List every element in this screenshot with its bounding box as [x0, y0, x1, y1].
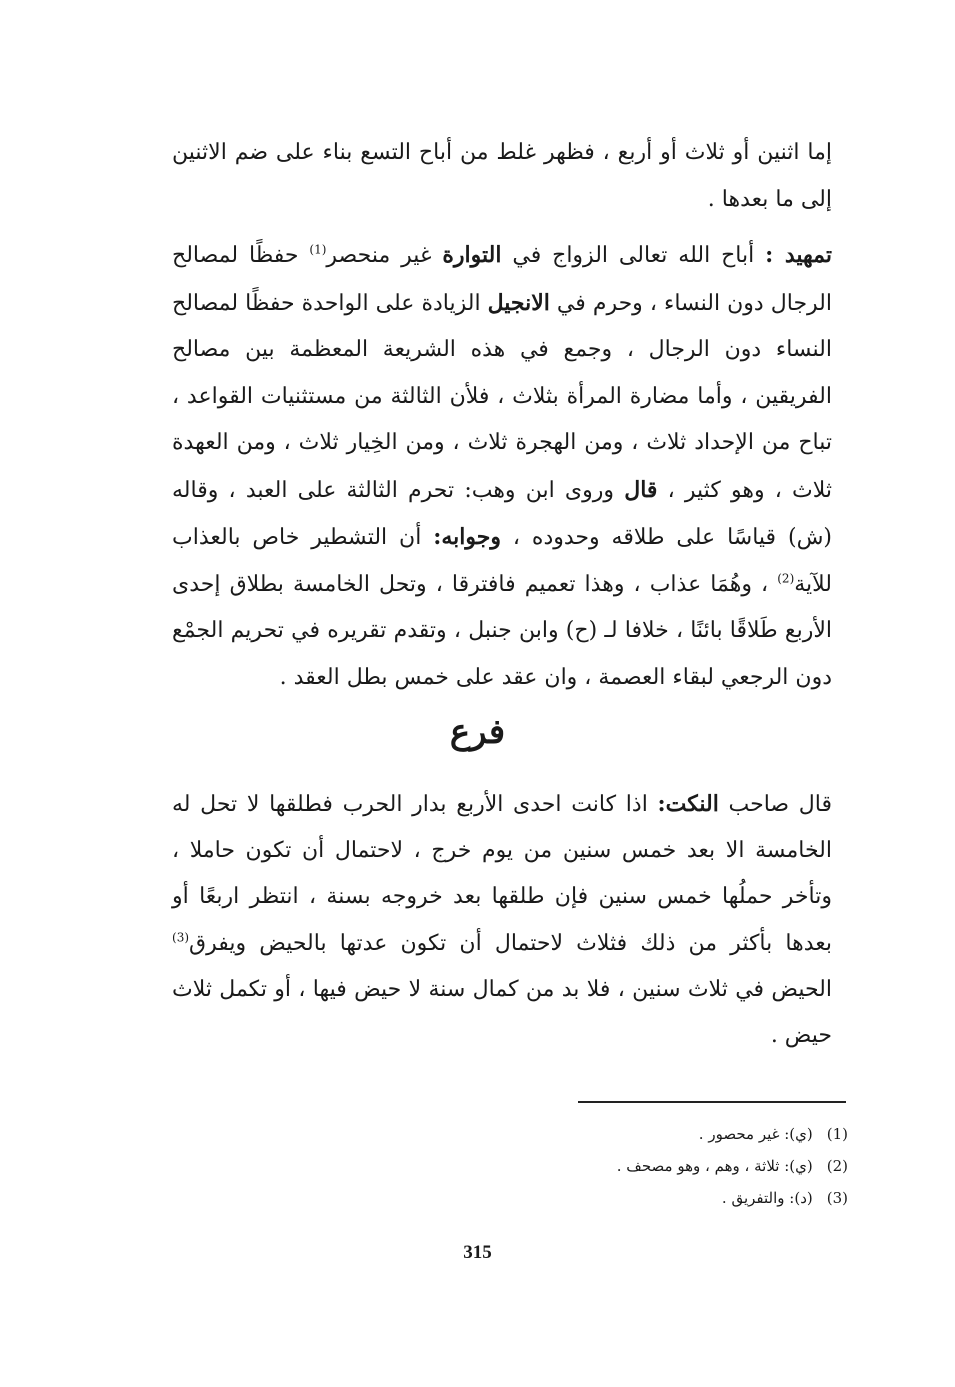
far-paragraph [172, 781, 832, 1059]
text-run: الزيادة على الواحدة حفظًا لمصالح النساء دون الرجال ، وجمع في هذه الشريعة المعظمة بين مصالح الفريقين ، وأما مضارة المرأة بثلاث ، فلأن الثالثة من مستثنيات القواعد ، تباح من الإحداد ثلاث ، ومن الهجرة ثلاث ، ومن الخِيار ثلاث ، ومن العهدة ثلاث ، وهو كثير ، [172, 290, 833, 503]
jawab-term: وجوابه: [433, 524, 501, 550]
paragraph-text [172, 232, 832, 701]
text-run: قال صاحب [718, 792, 833, 817]
footnote-number: (2) [826, 1157, 848, 1175]
text-run: اذا كانت احدى الأربع بدار الحرب فطلقها لا تحل له الخامسة الا بعد خمس سنين من يوم خرج ، لاحتمال أن تكون حاملا ، وتأخر حملُها خمس سنين فإن طلقها بعد خروجه بسنة ، انتظر اربعًا أو بعدها بأكثر من ذلك فثلاث لاحتمال أن تكون عدتها بالحيض ويفرق [172, 792, 832, 956]
tamhid-label: تمهيد : [765, 242, 833, 268]
text-run: وروى ابن وهب: تحرم الثالثة على العبد ، وقاله (ش) قياسًا على طلاقه وحدوده ، [172, 477, 833, 550]
footnotes-list [480, 1118, 848, 1214]
page-number: 315 [463, 1242, 492, 1263]
footnote-item [480, 1118, 848, 1150]
qala-term: قال [624, 476, 658, 503]
tamhid-paragraph [172, 232, 832, 701]
footnote-divider [578, 1101, 846, 1103]
footnote-number: (1) [826, 1125, 848, 1143]
continuation-paragraph [172, 130, 832, 223]
text-run: ، وهُمَا عذاب ، وهذا تعميم فافترقا ، وتحل الخامسة بطلاق إحدى الأربع طَلاقًا بائنًا ، خلافا لـ (ح) وابن جنبل ، وتقدم تقريره في تحريم الجمْع دون الرجعي لبقاء العصمة ، وان عقد على خمس بطل العقد . [172, 571, 832, 690]
paragraph-text: إما اثنين أو ثلاث أو أربع ، فظهر غلط من أباح التسع بناء على ضم الاثنين إلى ما بعدها . [172, 140, 832, 212]
paragraph-text [172, 781, 832, 1059]
footnote-ref-2[interactable]: (2) [777, 571, 795, 586]
text-run: أباح الله تعالى الزواج في [501, 243, 766, 268]
footnote-item [480, 1182, 848, 1214]
footnote-item [480, 1150, 848, 1182]
section-heading: فرع [449, 712, 506, 752]
footnote-text: (ي): غير محصور . [698, 1125, 813, 1143]
footnote-text: (د): والتفريق . [721, 1189, 813, 1207]
text-run: أن التشطير خاص بالعذاب للآية [172, 525, 832, 597]
nukat-term: النكت: [657, 791, 719, 817]
footnote-text: (ي): ثلاثة ، وهم ، وهو مصحف . [616, 1157, 813, 1175]
text-run: حفظًا لمصالح الرجال دون النساء ، وحرم في [172, 243, 832, 316]
torah-term: التوارة [442, 242, 502, 268]
footnote-number: (3) [826, 1189, 848, 1207]
text-run: غير منحصر [326, 243, 443, 268]
injil-term: الانجيل [487, 289, 550, 316]
footnote-ref-1[interactable]: (1) [309, 242, 327, 257]
footnote-ref-3[interactable]: (3) [172, 930, 190, 945]
text-run: الحيض في ثلاث سنين ، فلا بد من كمال سنة لا حيض فيها ، أو تكمل ثلاث حيض . [172, 976, 832, 1049]
